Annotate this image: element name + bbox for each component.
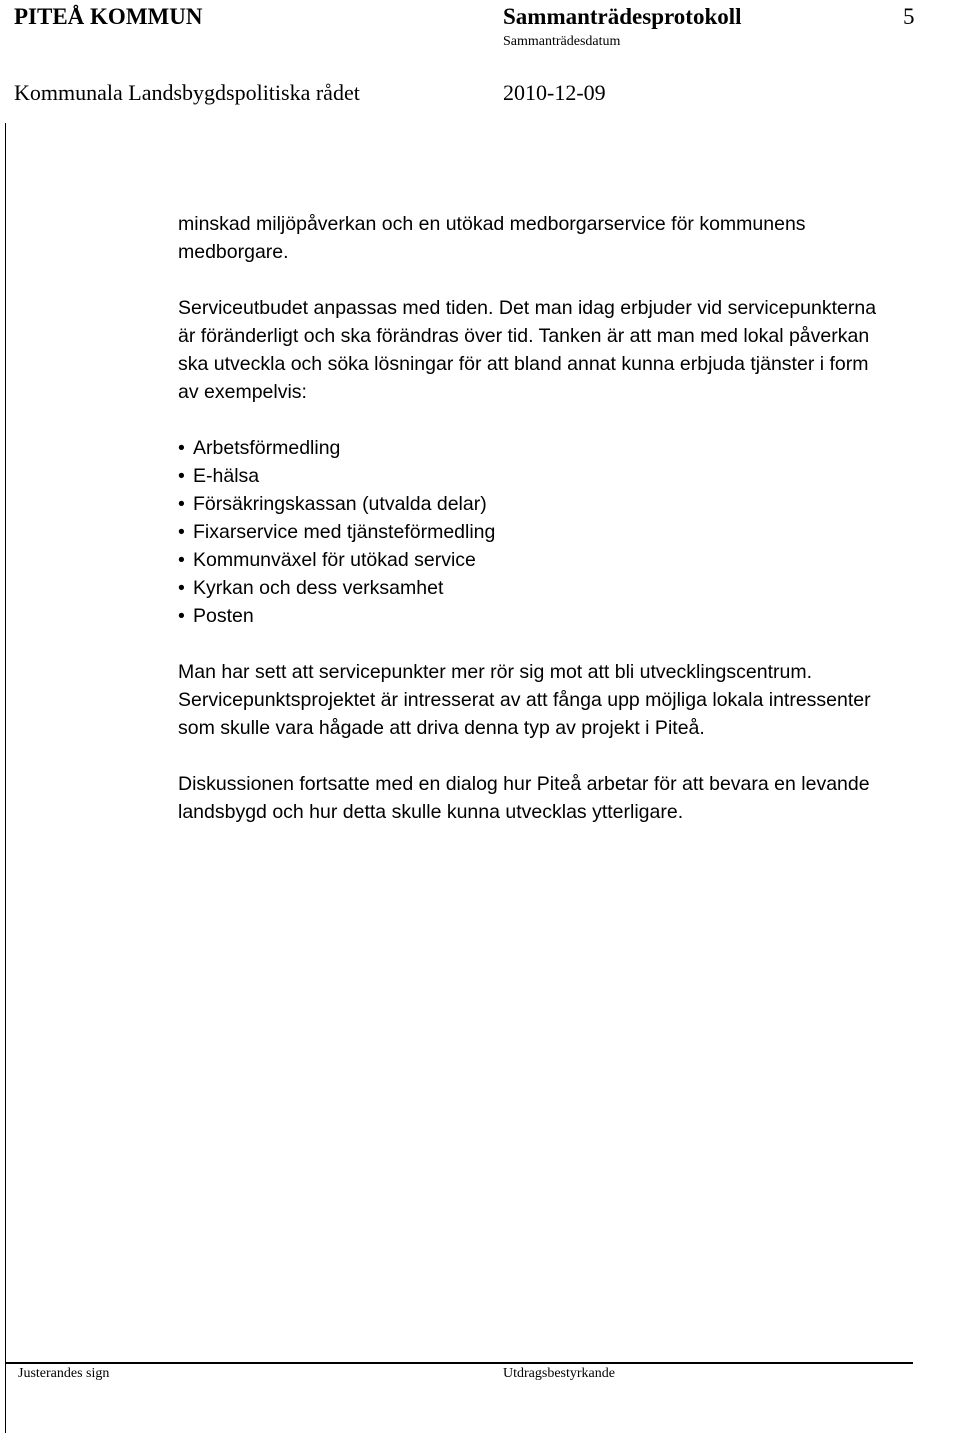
bullet-icon: • — [178, 437, 185, 459]
paragraph-4 — [178, 770, 948, 826]
list-item — [178, 602, 948, 630]
committee-name: Kommunala Landsbygdspolitiska rådet — [14, 80, 360, 105]
list-item — [178, 518, 948, 546]
list-item — [178, 462, 948, 490]
bullet-icon: • — [178, 577, 185, 599]
list-item — [178, 490, 948, 518]
paragraph-line: Serviceutbudet anpassas med tiden. Det man idag erbjuder vid servicepunkterna — [178, 297, 877, 319]
extract-certification-label: Utdragsbestyrkande — [503, 1366, 615, 1381]
signature-label: Justerandes sign — [18, 1366, 110, 1381]
paragraph-2 — [178, 294, 948, 406]
bullet-icon: • — [178, 605, 185, 627]
footer-divider — [5, 1362, 913, 1364]
list-item — [178, 434, 948, 462]
paragraph-line: är föränderligt och ska förändras över tid. Tanken är att man med lokal påverkan — [178, 325, 870, 347]
list-item-label: Arbetsförmedling — [193, 437, 341, 459]
paragraph-line: medborgare. — [178, 241, 289, 263]
protocol-body — [178, 210, 948, 826]
paragraph-1 — [178, 210, 948, 266]
document-title: Sammanträdesprotokoll — [503, 4, 742, 29]
list-item-label: Fixarservice med tjänsteförmedling — [193, 521, 496, 543]
list-item-label: E-hälsa — [193, 465, 260, 487]
organization-name: PITEÅ KOMMUN — [14, 4, 203, 29]
meeting-date: 2010-12-09 — [503, 80, 606, 105]
left-margin-line — [5, 123, 6, 1433]
paragraph-line: Servicepunktsprojektet är intresserat av att fånga upp möjliga lokala intressenter — [178, 689, 871, 711]
paragraph-line: Diskussionen fortsatte med en dialog hur Piteå arbetar för att bevara en levande — [178, 773, 870, 795]
meeting-date-caption: Sammanträdesdatum — [503, 34, 621, 49]
list-item-label: Posten — [193, 605, 254, 627]
paragraph-line: som skulle vara hågade att driva denna typ av projekt i Piteå. — [178, 717, 705, 739]
bullet-icon: • — [178, 521, 185, 543]
paragraph-3 — [178, 658, 948, 742]
paragraph-line: av exempelvis: — [178, 381, 307, 403]
bullet-icon: • — [178, 493, 185, 515]
list-item-label: Försäkringskassan (utvalda delar) — [193, 493, 487, 515]
paragraph-line: ska utveckla och söka lösningar för att bland annat kunna erbjuda tjänster i form — [178, 353, 869, 375]
list-item-label: Kyrkan och dess verksamhet — [193, 577, 444, 599]
bullet-icon: • — [178, 549, 185, 571]
list-item-label: Kommunväxel för utökad service — [193, 549, 476, 571]
paragraph-line: landsbygd och hur detta skulle kunna utvecklas ytterligare. — [178, 801, 684, 823]
service-list — [178, 434, 948, 630]
bullet-icon: • — [178, 465, 185, 487]
page-number: 5 — [903, 4, 915, 29]
paragraph-line: minskad miljöpåverkan och en utökad medborgarservice för kommunens — [178, 213, 806, 235]
paragraph-line: Man har sett att servicepunkter mer rör sig mot att bli utvecklingscentrum. — [178, 661, 812, 683]
list-item — [178, 574, 948, 602]
list-item — [178, 546, 948, 574]
